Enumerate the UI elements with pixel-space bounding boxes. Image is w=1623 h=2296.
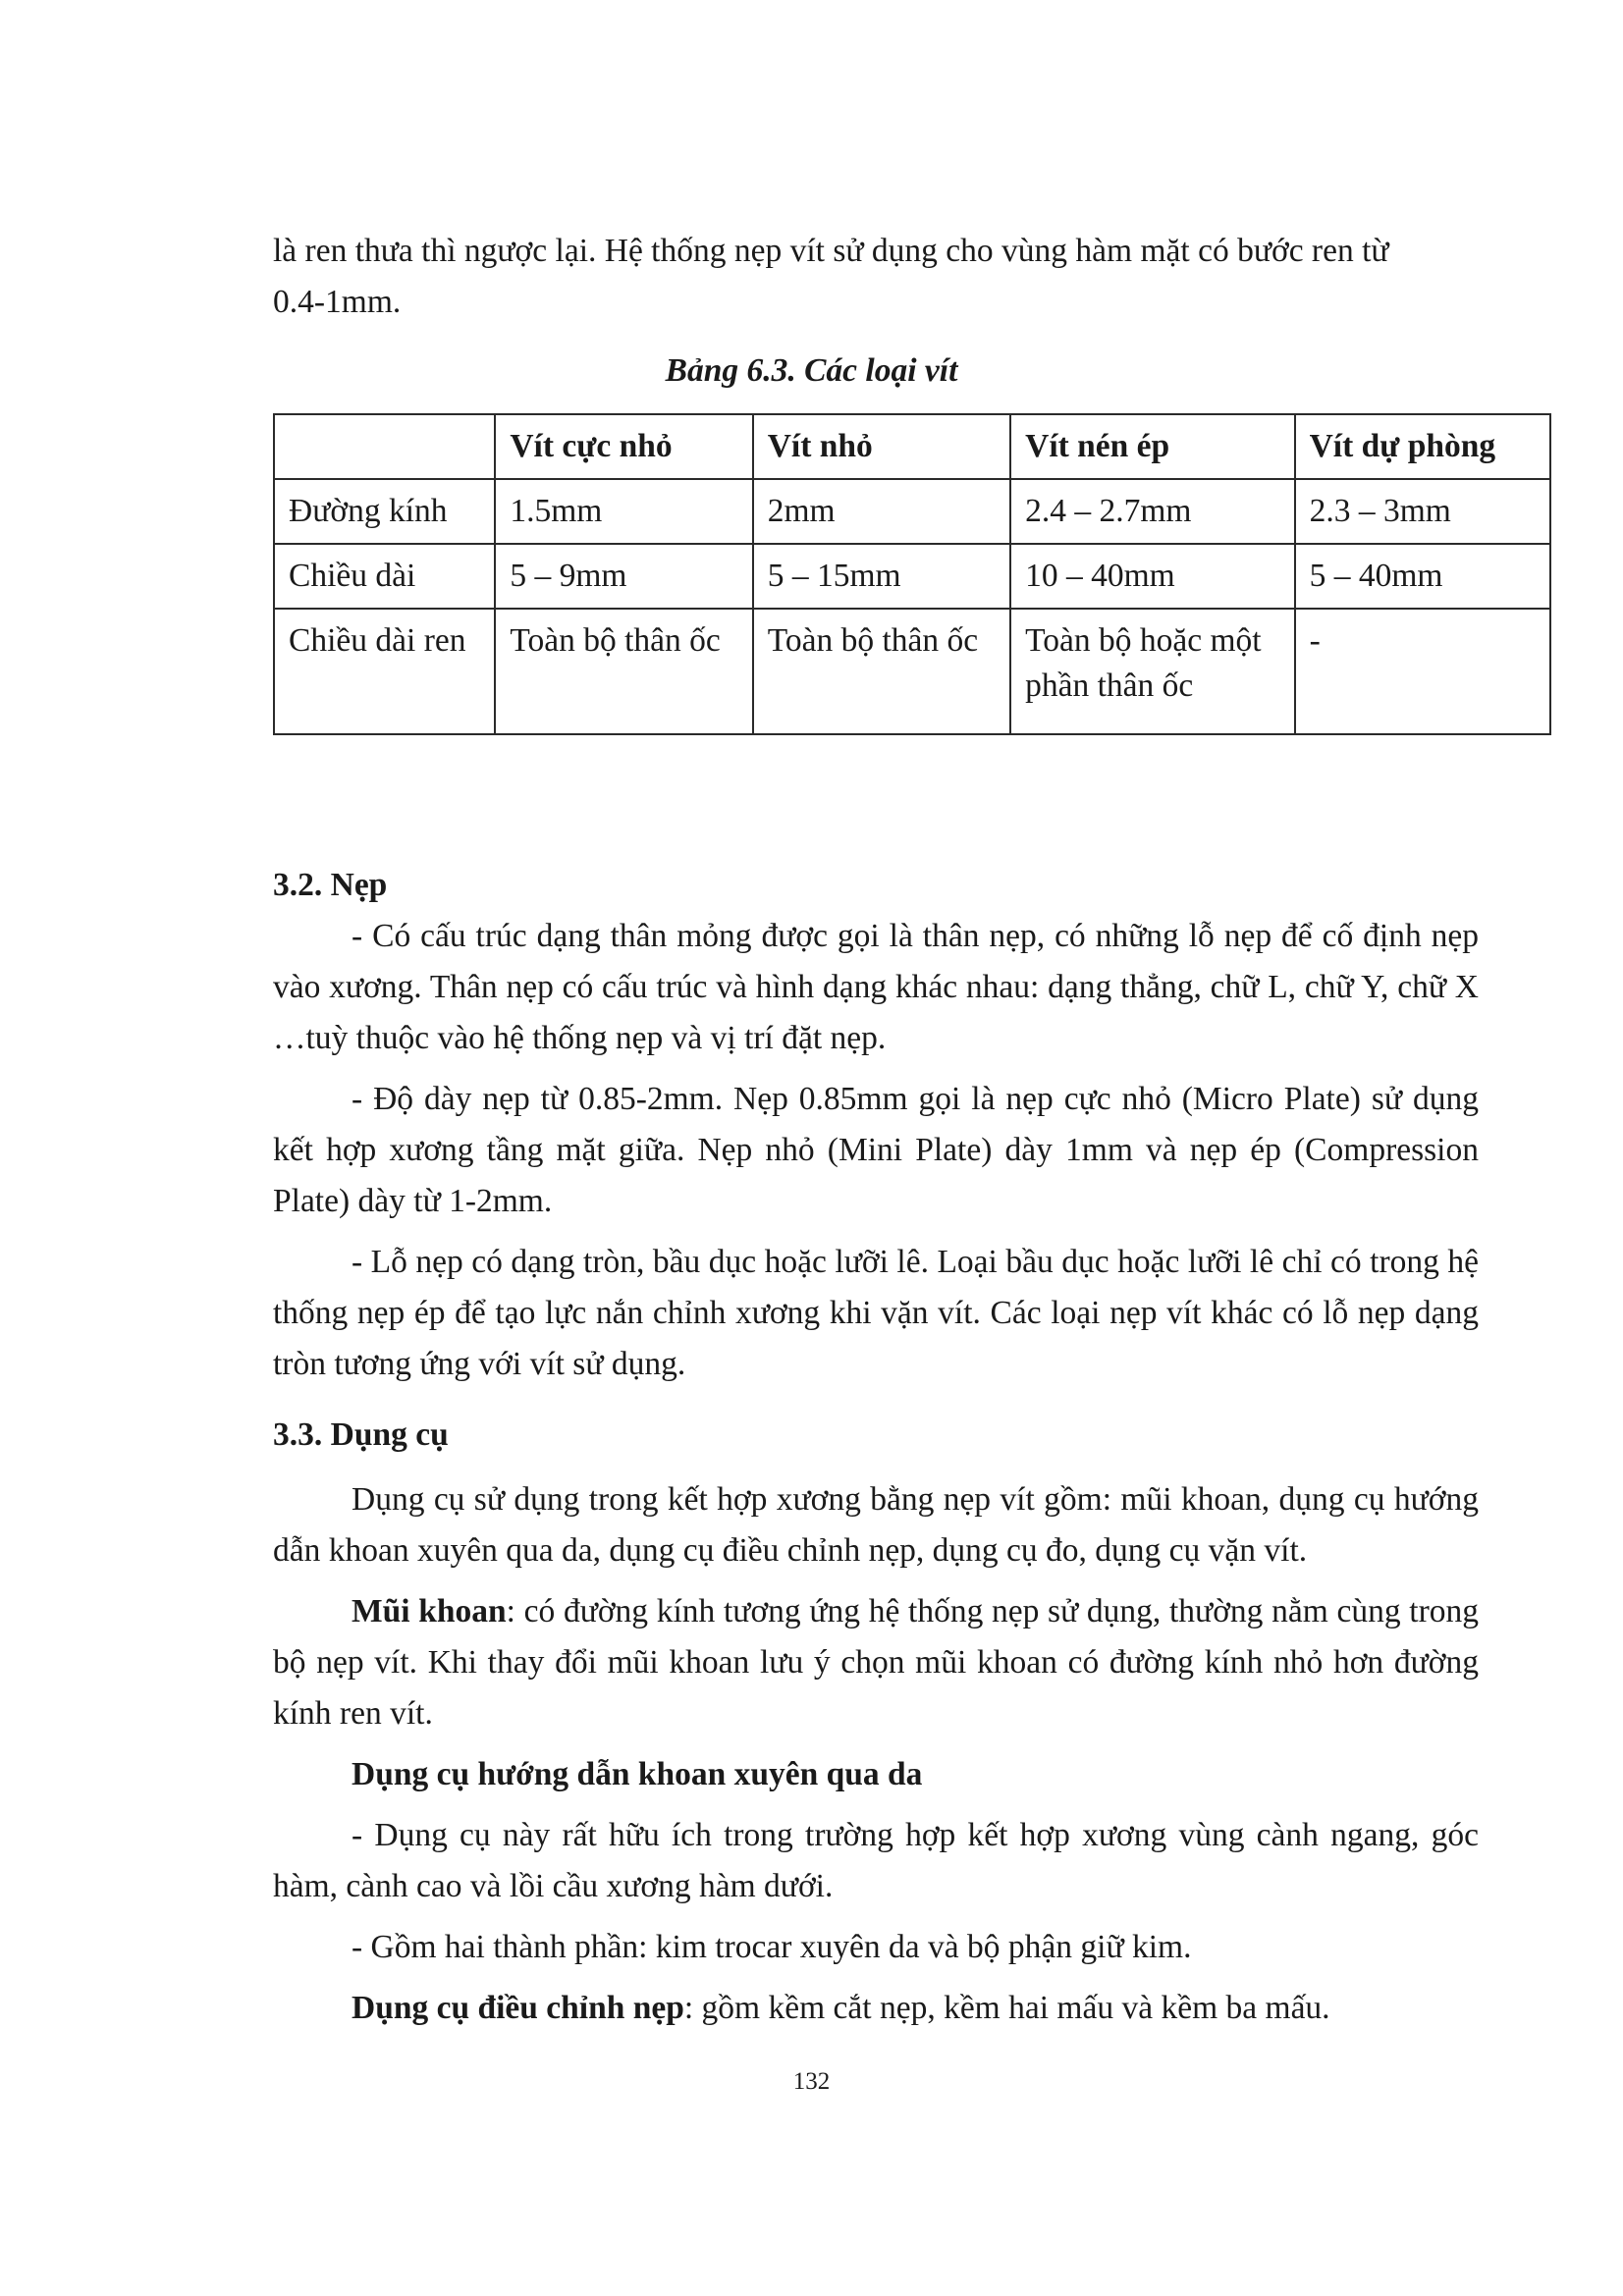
drill-description: : có đường kính tương ứng hệ thống nẹp sử dụng, thường nằm cùng trong bộ nẹp vít. Khi thay đổi mũi khoan lưu ý chọn mũi khoan có đường kính nhỏ hơn đường kính ren vít.: [273, 1593, 1479, 1732]
section-3-3: [273, 1410, 1479, 2034]
paragraph: - Gồm hai thành phần: kim trocar xuyên da và bộ phận giữ kim.: [352, 1929, 1192, 1965]
table-cell: 1.5mm: [495, 479, 752, 544]
table-row: [274, 479, 1550, 544]
subheading: Dụng cụ hướng dẫn khoan xuyên qua da: [352, 1756, 923, 1792]
table-header-cell: [274, 414, 495, 479]
section-3-2: [273, 860, 1479, 1390]
table-header-cell: Vít cực nhỏ: [495, 414, 752, 479]
adjust-description: : gồm kềm cắt nẹp, kềm hai mấu và kềm ba mấu.: [683, 1990, 1330, 2026]
drill-term: Mũi khoan: [352, 1593, 507, 1629]
table-cell: 5 – 9mm: [495, 544, 752, 609]
paragraph: - Lỗ nẹp có dạng tròn, bầu dục hoặc lưỡi lê. Loại bầu dục hoặc lưỡi lê chỉ có trong hệ thống nẹp ép để tạo lực nắn chỉnh xương khi vặn vít. Các loại nẹp vít khác có lỗ nẹp dạng tròn tương ứng với vít sử dụng.: [273, 1244, 1479, 1382]
table-header-cell: Vít nén ép: [1010, 414, 1294, 479]
table-cell: Toàn bộ hoặc một phần thân ốc: [1010, 609, 1294, 734]
paragraph: [273, 1586, 1479, 1739]
table-header-cell: Vít dự phòng: [1295, 414, 1550, 479]
table-row-label: Chiều dài: [274, 544, 495, 609]
table-row: [274, 609, 1550, 734]
table-header-row: [274, 414, 1550, 479]
paragraph: - Độ dày nẹp từ 0.85-2mm. Nẹp 0.85mm gọi là nẹp cực nhỏ (Micro Plate) sử dụng kết hợp xương tầng mặt giữa. Nẹp nhỏ (Mini Plate) dày 1mm và nẹp ép (Compression Plate) dày từ 1-2mm.: [273, 1081, 1479, 1219]
table-cell: Toàn bộ thân ốc: [753, 609, 1010, 734]
table-cell: -: [1295, 609, 1550, 734]
page-number: 132: [792, 2068, 831, 2095]
table-row-label: Đường kính: [274, 479, 495, 544]
table-cell: 2mm: [753, 479, 1010, 544]
paragraph: - Dụng cụ này rất hữu ích trong trường hợp kết hợp xương vùng cành ngang, góc hàm, cành cao và lồi cầu xương hàm dưới.: [273, 1817, 1479, 1904]
table-cell: 5 – 40mm: [1295, 544, 1550, 609]
section-heading: 3.3. Dụng cụ: [273, 1416, 449, 1453]
table-row-label: Chiều dài ren: [274, 609, 495, 734]
table-cell: 2.3 – 3mm: [1295, 479, 1550, 544]
adjust-term: Dụng cụ điều chỉnh nẹp: [352, 1990, 684, 2026]
intro-line-1: là ren thưa thì ngược lại. Hệ thống nẹp vít sử dụng cho vùng hàm mặt có bước ren từ: [273, 233, 1389, 269]
paragraph: [273, 1983, 1479, 2034]
table-row: [274, 544, 1550, 609]
table-cell: 10 – 40mm: [1010, 544, 1294, 609]
intro-line-2: 0.4-1mm.: [273, 284, 402, 320]
paragraph: - Có cấu trúc dạng thân mỏng được gọi là thân nẹp, có những lỗ nẹp để cố định nẹp vào xương. Thân nẹp có cấu trúc và hình dạng khác nhau: dạng thẳng, chữ L, chữ Y, chữ X …tuỳ thuộc vào hệ thống nẹp và vị trí đặt nẹp.: [273, 918, 1479, 1056]
paragraph: Dụng cụ sử dụng trong kết hợp xương bằng nẹp vít gồm: mũi khoan, dụng cụ hướng dẫn khoan xuyên qua da, dụng cụ điều chỉnh nẹp, dụng cụ đo, dụng cụ vặn vít.: [273, 1481, 1479, 1569]
table-header-cell: Vít nhỏ: [753, 414, 1010, 479]
section-heading: 3.2. Nẹp: [273, 867, 388, 903]
table-cell: 5 – 15mm: [753, 544, 1010, 609]
table-cell: Toàn bộ thân ốc: [495, 609, 752, 734]
screw-types-table: [273, 413, 1551, 735]
table-cell: 2.4 – 2.7mm: [1010, 479, 1294, 544]
intro-paragraph: [273, 226, 1479, 328]
table-caption: Bảng 6.3. Các loại vít: [665, 352, 958, 389]
